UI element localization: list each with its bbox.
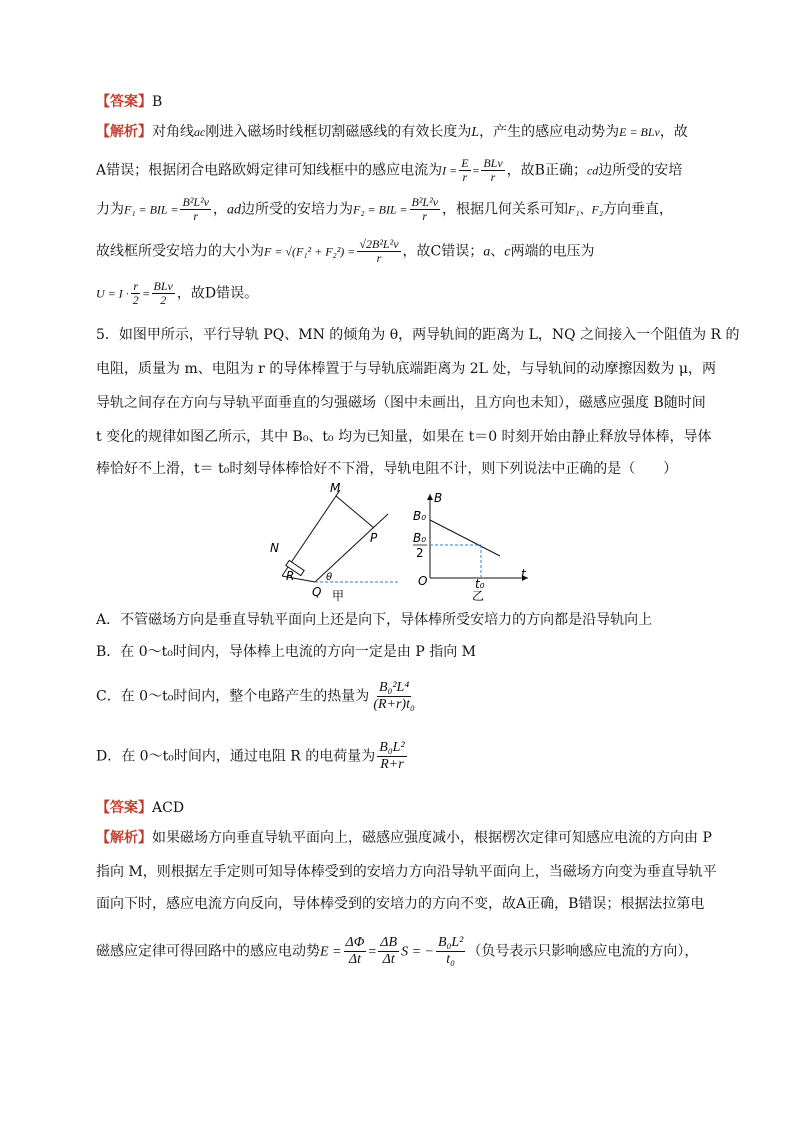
figure-jia-incline-rails: [270, 482, 400, 602]
math: E =: [320, 944, 342, 960]
label-t: t: [521, 567, 526, 581]
math: =: [368, 944, 377, 960]
fraction: [371, 680, 417, 713]
B-line: [430, 520, 500, 556]
text: ，故C错误；: [402, 243, 484, 260]
option-C: [96, 680, 419, 713]
math: ad: [227, 202, 242, 218]
option-D-text: D．在 0～t₀时间内，通过电阻 R 的电荷量为: [96, 748, 376, 765]
denominator: 2: [132, 293, 139, 307]
label-theta: θ: [326, 572, 333, 583]
label-R: R: [286, 569, 295, 583]
text: ，故D错误。: [176, 285, 259, 302]
text: A错误；根据闭合电路欧姆定律可知线框中的感应电流为: [96, 162, 443, 179]
option-A: A．不管磁场方向是垂直导轨平面向上还是向下，导体棒所受安培力的方向都是沿导轨向上: [96, 612, 653, 628]
text: 对角线: [152, 124, 194, 140]
option-B: B．在 0～t₀时间内，导体棒上电流的方向一定是由 P 指向 M: [96, 644, 476, 660]
fraction: [459, 157, 470, 184]
analysis1-line-2: [96, 157, 706, 184]
denominator: R+r: [380, 757, 404, 772]
math: U = I ·: [96, 286, 129, 301]
question5-line-3: 导轨之间存在方向与导轨平面垂直的匀强磁场（图中未画出，且方向也未知），磁感应强度 B随时间: [96, 395, 706, 411]
numerator: E: [461, 156, 469, 170]
label-B0-half-num: B₀: [413, 531, 427, 545]
text: ，故B正确；: [506, 162, 587, 179]
math: F₁ = BIL =: [124, 202, 179, 217]
math: F₂ = BIL =: [353, 202, 408, 217]
label-N: N: [270, 541, 279, 555]
math: =: [142, 286, 150, 301]
label-Q: Q: [312, 585, 322, 599]
answer-line-2: [96, 798, 706, 818]
text: 方向垂直，: [603, 201, 674, 218]
denominator: Δt: [382, 952, 395, 967]
analysis2-line-3: 面向下时，感应电流方向反向，导体棒受到的安培力的方向不变，故A正确，B错误；根据法拉第电: [96, 896, 705, 912]
numerator: BLv: [483, 156, 503, 170]
option-C-text: C．在 0～t₀时间内，整个电路产生的热量为: [96, 688, 370, 705]
text: 边所受的安培: [598, 162, 683, 179]
denominator: (R+r)t₀: [373, 697, 415, 712]
question5-line-1: 5．如图甲所示，平行导轨 PQ、MN 的倾角为 θ，两导轨间的距离为 L，NQ 之间接入一个阻值为 R 的: [96, 327, 740, 343]
text: 两端的电压为: [510, 243, 595, 260]
analysis1-line-4: [96, 238, 706, 265]
numerator: √2B²L²v: [359, 237, 399, 251]
fraction: [377, 740, 406, 773]
text: 、: [490, 243, 505, 260]
caption-jia: 甲: [332, 589, 345, 602]
question5-line-5: 棒恰好不上滑，t＝ t₀时刻导体棒恰好不下滑，导轨电阻不计，则下列说法中正确的是（ ）: [96, 461, 678, 477]
denominator: r: [422, 209, 428, 223]
B-axis-arrow: [427, 494, 433, 500]
math: F = √(F₁² + F₂²) =: [264, 244, 356, 259]
text: ，: [213, 201, 228, 218]
label-B0-half-den: 2: [416, 546, 424, 560]
math: a: [483, 244, 491, 260]
denominator: Δt: [348, 952, 361, 967]
fraction: [152, 280, 175, 307]
conductor-bar: [336, 496, 374, 528]
text: 磁感应定律可得回路中的感应电动势: [96, 943, 320, 960]
text: 力为: [96, 201, 124, 218]
numerator: B₀²L⁴: [378, 680, 410, 695]
math: L: [471, 125, 480, 140]
math: cd: [586, 163, 599, 178]
denominator: 2: [160, 293, 167, 307]
fraction: [436, 935, 465, 968]
answer-tag: 【答案】: [96, 94, 152, 110]
math: F₁、F₂: [568, 202, 604, 217]
denominator: r: [376, 251, 382, 265]
numerator: B²L²v: [411, 195, 439, 209]
fraction: [180, 196, 211, 223]
math: E = BLv: [619, 125, 660, 139]
analysis-tag: 【解析】: [96, 124, 152, 140]
denominator: r: [490, 170, 496, 184]
text: 故线框所受安培力的大小为: [96, 243, 264, 260]
denominator: r: [193, 209, 199, 223]
fraction: [378, 935, 399, 968]
numerator: B₀L²: [379, 740, 405, 755]
fraction: [131, 280, 141, 307]
question5-line-4: t 变化的规律如图乙所示，其中 B₀、t₀ 均为已知量，如果在 t＝0 时刻开始由静止释放导体棒，导体: [96, 429, 712, 445]
question5-line-2: 电阻，质量为 m、电阻为 r 的导体棒置于与导轨底端距离为 2L 处，与导轨间的动摩擦因数为 μ，两: [96, 361, 716, 377]
analysis1-line-5: [96, 280, 706, 307]
fraction: [344, 935, 367, 968]
answer-tag: 【答案】: [96, 800, 152, 816]
analysis1-line-3: [96, 196, 706, 223]
text: （负号表示只影响感应电流的方向），: [467, 943, 699, 960]
analysis2-line-1: [96, 828, 712, 848]
math: c: [504, 244, 511, 260]
numerator: B²L²v: [182, 195, 210, 209]
text: 边所受的安培力为: [241, 201, 354, 218]
fraction: [481, 157, 504, 184]
text: ，根据几何关系可知: [442, 201, 569, 218]
numerator: B₀L²: [437, 935, 464, 950]
math: ac: [194, 125, 206, 139]
analysis2-line-4: [96, 935, 706, 968]
label-t0: t₀: [475, 577, 485, 591]
text: ，故: [659, 124, 688, 140]
numerator: ΔB: [380, 935, 398, 950]
caption-yi: 乙: [472, 589, 485, 602]
text: 如果磁场方向垂直导轨平面向上，磁感应强度减小，根据楞次定律可知感应电流的方向由 P: [152, 830, 712, 846]
label-B0: B₀: [413, 509, 427, 523]
math: =: [472, 163, 480, 178]
numerator: BLv: [153, 279, 173, 293]
text: ，产生的感应电动势为: [479, 124, 620, 140]
analysis2-line-2: 指向 M，则根据左手定则可知导体棒受到的安培力方向沿导轨平面向上，当磁场方向变为垂直导轨平: [96, 864, 717, 880]
answer-value: ACD: [152, 800, 185, 816]
option-D: [96, 740, 409, 773]
label-M: M: [330, 482, 341, 495]
label-O: O: [418, 574, 428, 588]
math: S = −: [401, 944, 434, 960]
label-P: P: [370, 531, 378, 545]
answer-line-1: [96, 92, 706, 112]
denominator: t₀: [446, 952, 456, 967]
label-B: B: [434, 491, 443, 505]
figure-yi-B-t-graph: [410, 490, 535, 602]
denominator: r: [462, 170, 468, 184]
fraction: [410, 196, 441, 223]
fraction: [357, 238, 400, 265]
text: 刚进入磁场时线框切割磁感线的有效长度为: [205, 124, 472, 140]
analysis-tag: 【解析】: [96, 830, 152, 846]
math: I =: [442, 163, 458, 178]
analysis1-line-1: [96, 122, 706, 143]
answer-value: B: [152, 94, 163, 110]
numerator: r: [133, 279, 139, 293]
numerator: ΔΦ: [345, 935, 365, 950]
